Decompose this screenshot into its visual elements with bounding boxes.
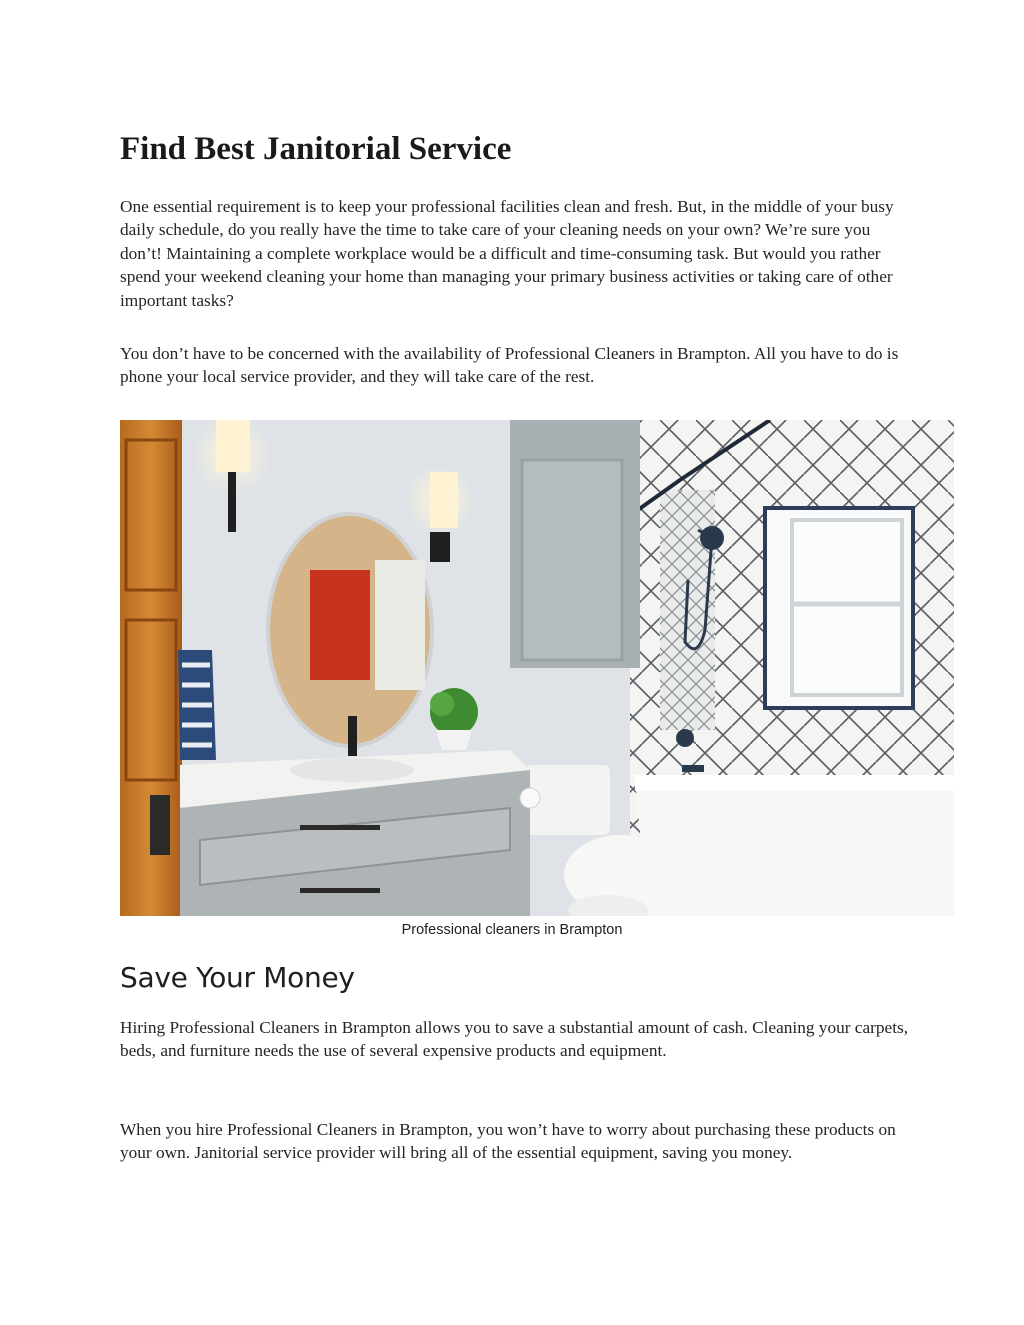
section-paragraph-1: Hiring Professional Cleaners in Brampton allows you to save a substantial amount of cash. Cleaning your carpets, beds, and furniture needs the use of several expensive products and equipment. <box>120 1018 909 1061</box>
intro-paragraph-1: One essential requirement is to keep your professional facilities clean and fresh. But, in the middle of your busy daily schedule, do you really have the time to take care of your cleaning needs on your own? We’re sure you don’t! Maintaining a complete workplace would be a difficult and time-consuming task. But would you rather spend your weekend cleaning your home than managing your primary business activities or taking care of other important tasks? <box>120 197 894 310</box>
article-title: Find Best Janitorial Service <box>120 131 512 167</box>
section-heading: Save Your Money <box>120 961 355 994</box>
image-caption: Professional cleaners in Brampton <box>401 922 623 938</box>
section-paragraph-2: When you hire Professional Cleaners in Brampton, you won’t have to worry about purchasing these products on your own. Janitorial service provider will bring all of the essential equipment, saving you money. <box>120 1120 896 1163</box>
bathroom-photo <box>120 420 954 916</box>
intro-paragraph-2: You don’t have to be concerned with the availability of Professional Cleaners in Brampton. All you have to do is phone your local service provider, and they will take care of the rest. <box>120 344 899 387</box>
